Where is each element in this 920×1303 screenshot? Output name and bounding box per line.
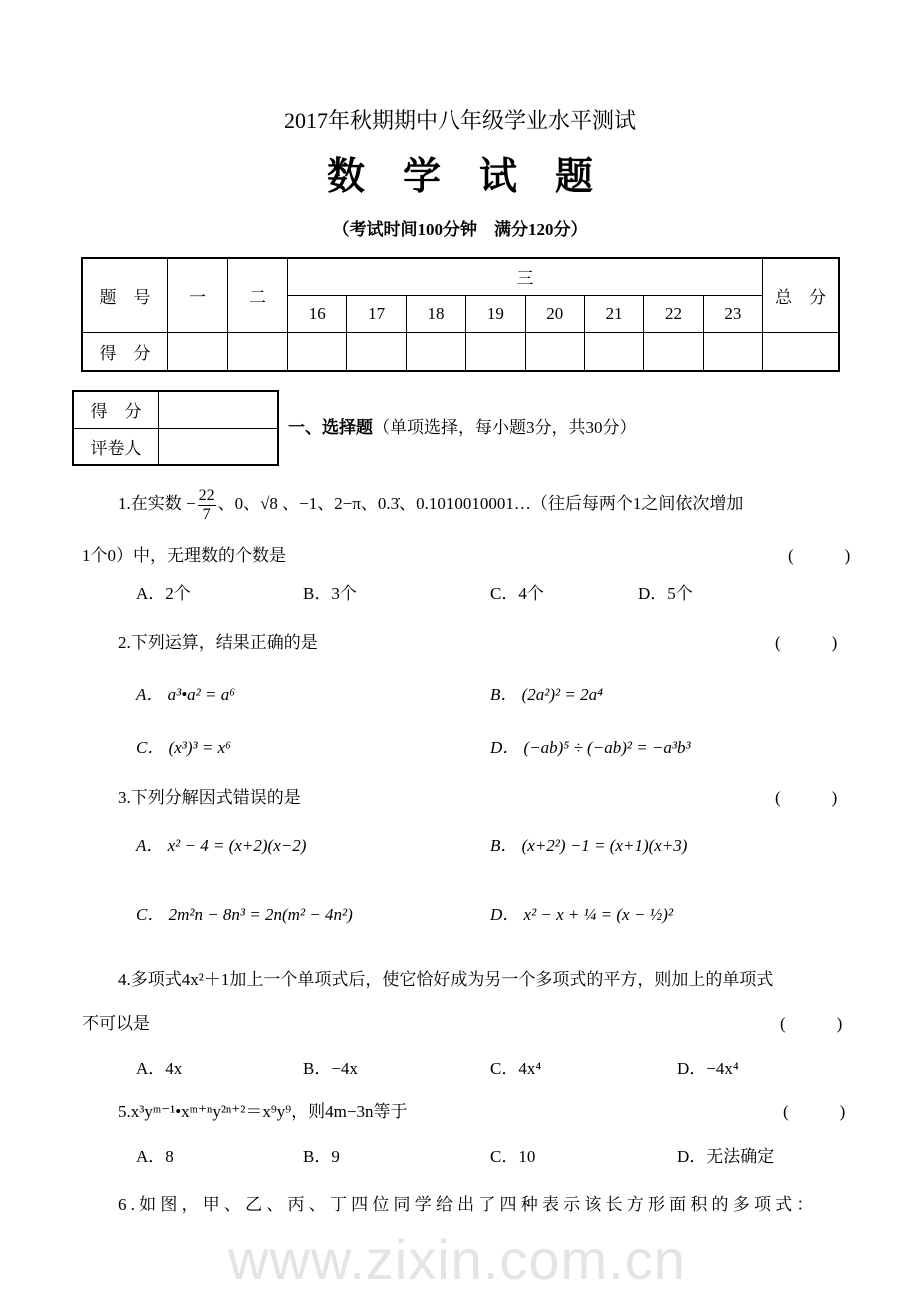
q1-text: 1.在实数 − — [118, 494, 196, 513]
option-b: B．9 — [303, 1147, 340, 1166]
option-a: A．4x — [136, 1059, 183, 1078]
question-5: 5.x³yᵐ⁻¹•xᵐ⁺ⁿy²ⁿ⁺²＝x⁹y⁹，则4m−3n等于 — [118, 1102, 408, 1121]
q-num: 18 — [406, 295, 465, 332]
grader-score-label: 得 分 — [73, 391, 159, 428]
grader-cell — [159, 428, 279, 465]
option-c: C．4个 — [490, 584, 544, 603]
grader-table — [72, 390, 279, 466]
score-cell — [288, 332, 347, 371]
option-d: D． x² − x + ¼ = (x − ½)² — [490, 905, 674, 924]
option-d: D．5个 — [638, 584, 693, 603]
watermark: www.zixin.com.cn — [228, 1228, 686, 1291]
score-table — [81, 257, 840, 372]
option-b: B． (2a²)² = 2a⁴ — [490, 685, 604, 704]
q-num: 22 — [644, 295, 703, 332]
answer-bracket: ( ) — [783, 1102, 846, 1121]
score-cell — [168, 332, 228, 371]
col-3: 三 — [288, 258, 763, 295]
score-cell — [703, 332, 762, 371]
score-cell — [347, 332, 406, 371]
option-c: C．4x⁴ — [490, 1059, 542, 1078]
col-1: 一 — [168, 258, 228, 332]
q1-text: 、0、√8 、−1、2−π、0.3̇、0.1010010001…（往后每两个1之间依次增加 — [217, 494, 744, 513]
answer-bracket: ( ) — [775, 788, 838, 807]
option-d: D．无法确定 — [677, 1147, 775, 1166]
qno-label: 题 号 — [82, 258, 168, 332]
grader-score-cell — [159, 391, 279, 428]
q1-line2: 1个0）中，无理数的个数是 — [82, 546, 286, 565]
grader-label: 评卷人 — [73, 428, 159, 465]
q-num: 17 — [347, 295, 406, 332]
score-cell — [466, 332, 525, 371]
option-d: D．−4x⁴ — [677, 1059, 739, 1078]
option-a: A． x² − 4 = (x+2)(x−2) — [136, 836, 307, 855]
score-cell — [763, 332, 840, 371]
option-b: B． (x+2²) −1 = (x+1)(x+3) — [490, 836, 688, 855]
option-c: C． (x³)³ = x⁶ — [136, 738, 232, 757]
q4-line2: 不可以是 — [82, 1014, 150, 1033]
exam-subtitle: （考试时间100分钟 满分120分） — [332, 220, 588, 239]
option-c: C．10 — [490, 1147, 536, 1166]
question-6: 6.如图，甲、乙、丙、丁四位同学给出了四种表示该长方形面积的多项式： — [118, 1195, 818, 1214]
question-2: 2.下列运算，结果正确的是 — [118, 633, 318, 652]
option-c: C． 2m²n − 8n³ = 2n(m² − 4n²) — [136, 905, 353, 924]
option-a: A．8 — [136, 1147, 174, 1166]
section-note: （单项选择，每小题3分，共30分） — [373, 418, 637, 437]
question-1 — [118, 484, 743, 524]
question-3: 3.下列分解因式错误的是 — [118, 788, 301, 807]
q-num: 16 — [288, 295, 347, 332]
score-label: 得 分 — [82, 332, 168, 371]
score-cell — [406, 332, 465, 371]
score-cell — [644, 332, 703, 371]
answer-bracket: ( ) — [788, 546, 851, 565]
option-d: D． (−ab)⁵ ÷ (−ab)² = −a³b³ — [490, 738, 691, 757]
answer-bracket: ( ) — [780, 1014, 843, 1033]
exam-title: 2017年秋期期中八年级学业水平测试 — [283, 108, 636, 133]
score-cell — [584, 332, 643, 371]
q-num: 19 — [466, 295, 525, 332]
option-b: B．−4x — [303, 1059, 358, 1078]
option-a: A． a³•a² = a⁶ — [136, 685, 236, 704]
option-a: A．2个 — [136, 584, 191, 603]
numerator: 22 — [198, 486, 215, 504]
denominator: 7 — [202, 505, 211, 523]
score-cell — [525, 332, 584, 371]
subject-title: 数 学 试 题 — [326, 153, 593, 198]
q-num: 23 — [703, 295, 762, 332]
col-2: 二 — [228, 258, 288, 332]
option-b: B．3个 — [303, 584, 357, 603]
score-cell — [228, 332, 288, 371]
answer-bracket: ( ) — [775, 633, 838, 652]
section-title: 一、选择题 — [288, 418, 373, 437]
section-heading — [288, 418, 637, 438]
total-label: 总 分 — [763, 258, 840, 332]
question-4: 4.多项式4x²＋1加上一个单项式后，使它恰好成为另一个多项式的平方，则加上的单项式 — [118, 970, 774, 989]
q-num: 21 — [584, 295, 643, 332]
fraction — [198, 487, 216, 524]
q-num: 20 — [525, 295, 584, 332]
